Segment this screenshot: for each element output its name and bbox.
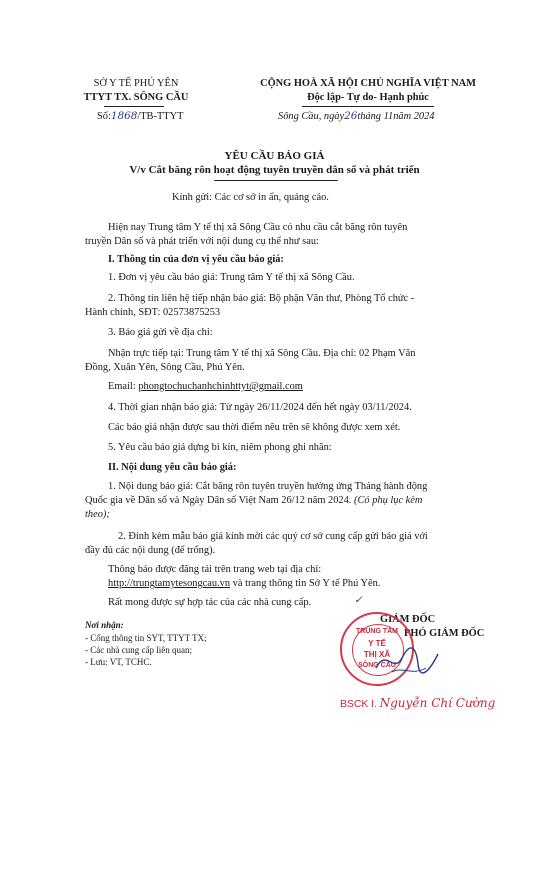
content-2-line-2: đầy đủ các nội dung (để trống). — [85, 545, 216, 556]
item-2-line-1: 2. Thông tin liên hệ tiếp nhận báo giá: Bộ phận Văn thư, Phòng Tổ chức - — [108, 293, 415, 304]
nation-title: CỘNG HOÀ XÃ HỘI CHỦ NGHĨA VIỆT NAM — [260, 78, 476, 89]
section-1-heading: I. Thông tin của đơn vị yêu cầu báo giá: — [108, 254, 284, 265]
recipient-item: - Cổng thông tin SYT, TTYT TX; — [85, 633, 207, 643]
item-4: 4. Thời gian nhận báo giá: Từ ngày 26/11/2024 đến hết ngày 03/11/2024. — [108, 402, 412, 413]
recipient-item: - Các nhà cung cấp liên quan; — [85, 645, 192, 655]
item-5: 5. Yêu cầu báo giá dựng bì kín, niêm phong ghi nhãn: — [108, 442, 332, 453]
content-2-line-1: 2. Đính kèm mẫu báo giá kính mời các quý cơ sở cung cấp gửi báo giá với — [118, 531, 428, 542]
stamp-line: Y TẾ — [368, 639, 386, 648]
handwritten-signature — [372, 640, 442, 680]
item-1: 1. Đơn vị yêu cầu báo giá: Trung tâm Y tế thị xã Sông Cầu. — [108, 272, 355, 283]
motto-underline — [302, 106, 434, 107]
email-line — [108, 380, 303, 393]
intro-line-2: truyền Dân số và phát triển với nội dung cụ thể như sau: — [85, 236, 319, 247]
intro-line-1: Hiện nay Trung tâm Y tế thị xã Sông Cầu có nhu cầu cắt băng rôn tuyên — [108, 222, 408, 233]
publish-line-1: Thông báo được đăng tải trên trang web tại địa chỉ: — [108, 564, 322, 575]
date-suffix: tháng 11năm 2024 — [357, 111, 435, 122]
subject-underline — [214, 180, 338, 181]
stamp-line: SÔNG CẦU — [358, 662, 396, 669]
date-day-handwritten: 26 — [344, 110, 358, 122]
item-3-address-line-2: Đồng, Xuân Yên, Sông Cầu, Phú Yên. — [85, 362, 245, 373]
recipient-item: - Lưu: VT, TCHC. — [85, 657, 152, 667]
signer-name — [340, 696, 495, 710]
content-1-line-2 — [85, 494, 422, 507]
content-1-appendix-note: (Có phụ lục kèm — [354, 495, 423, 506]
org-parent: SỞ Y TẾ PHÚ YÊN — [93, 78, 179, 89]
initials-mark: ✓ — [354, 594, 363, 606]
item-3: 3. Báo giá gửi về địa chỉ: — [108, 327, 213, 338]
org-name: TTYT TX. SÔNG CẦU — [83, 92, 189, 103]
signer-full-name: Nguyễn Chí Cường — [379, 696, 496, 710]
doc-no-handwritten: 1868 — [110, 110, 138, 122]
closing-line: Rất mong được sự hợp tác của các nhà cung cấp. — [108, 597, 312, 608]
recipients-label: Nơi nhận: — [85, 620, 124, 630]
item-2-line-2: Hành chính, SĐT: 02573875253 — [85, 307, 221, 318]
section-2-heading: II. Nội dung yêu cầu báo giá: — [108, 462, 237, 473]
content-1-line-1: 1. Nội dung báo giá: Cắt băng rôn tuyên truyền hưởng ứng Tháng hành động — [108, 481, 428, 492]
website-link[interactable]: http://trungtamytesongcau.vn — [108, 578, 231, 589]
nation-motto: Độc lập- Tự do- Hạnh phúc — [307, 92, 429, 103]
item-3-address-line-1: Nhận trực tiếp tại: Trung tâm Y tế thị xã Sông Cầu. Địa chỉ: 02 Phạm Văn — [108, 348, 416, 359]
signer-prefix: BSCK I. — [340, 699, 377, 710]
content-1-text: Quốc gia về Dân số và Ngày Dân số Việt Nam 26/12 năm 2024. — [85, 495, 352, 506]
document-subject: V/v Cắt băng rôn hoạt động tuyên truyền dân số và phát triển — [129, 164, 420, 176]
email-link[interactable]: phongtochuchanhchinhttyt@gmail.com — [138, 381, 303, 392]
deputy-director-title: PHÓ GIÁM ĐỐC — [404, 628, 485, 639]
item-4-note: Các báo giá nhận được sau thời điểm nêu trên sẽ không được xem xét. — [108, 422, 401, 433]
doc-no-prefix: Số: — [97, 111, 111, 122]
document-title: YÊU CẦU BÁO GIÁ — [224, 150, 325, 162]
director-title: GIÁM ĐỐC — [380, 614, 436, 625]
content-1-line-3: theo); — [85, 509, 110, 520]
email-label: Email: — [108, 381, 139, 392]
publish-line-2 — [108, 577, 380, 590]
doc-no-suffix: /TB-TTYT — [137, 111, 184, 122]
document-number — [97, 110, 184, 122]
stamp-line: THỊ XÃ — [363, 650, 391, 659]
publish-line-2-text: và trang thông tin Sở Y tế Phú Yên. — [230, 578, 381, 589]
date-prefix: Sông Cầu, ngày — [278, 111, 345, 122]
org-underline — [104, 106, 164, 107]
document-date — [278, 110, 435, 122]
addressee: Kính gửi: Các cơ sở in ấn, quảng cáo. — [172, 192, 329, 203]
stamp-line: TRUNG TÂM — [356, 628, 398, 635]
